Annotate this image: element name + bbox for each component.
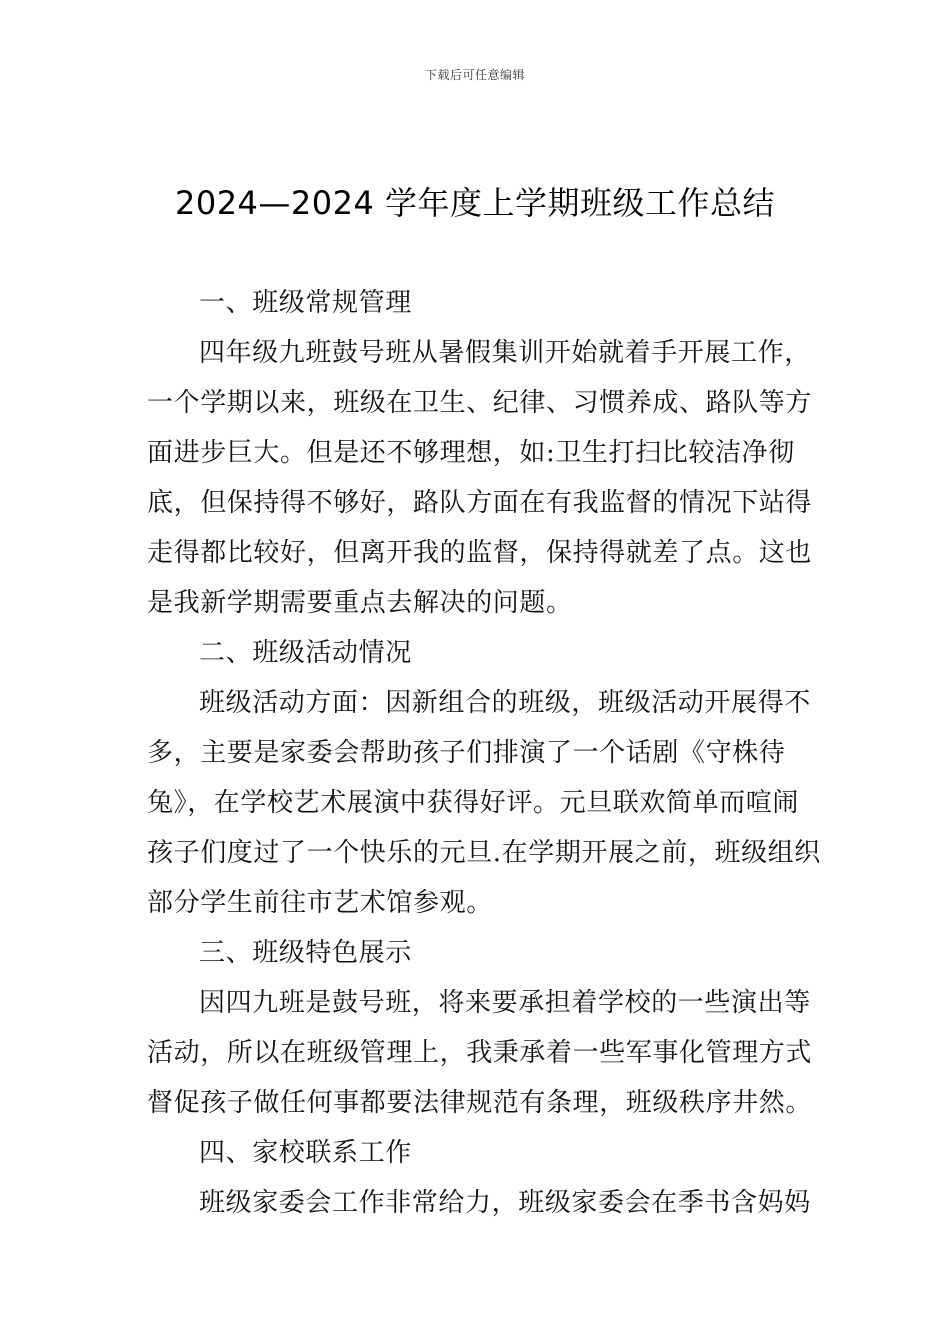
- section-heading-3: 三、班级特色展示: [199, 938, 412, 968]
- section-heading-4: 四、家校联系工作: [199, 1138, 412, 1168]
- section-heading-1: 一、班级常规管理: [199, 288, 412, 318]
- paragraph-class-features: 因四九班是鼓号班，将来要承担着学校的一些演出等活动，所以在班级管理上，我秉承着一些军事化管理方式督促孩子做任何事都要法律规范有条理，班级秩序井然。: [147, 988, 813, 1118]
- paragraph-home-school: 班级家委会工作非常给力，班级家委会在季书含妈妈: [199, 1188, 811, 1218]
- page-header-note: 下载后可任意编辑: [424, 68, 525, 82]
- section-heading-2: 二、班级活动情况: [199, 638, 412, 668]
- document-body: [147, 278, 823, 1228]
- paragraph-routine-management: 四年级九班鼓号班从暑假集训开始就着手开展工作，一个学期以来，班级在卫生、纪律、习惯养成、路队等方面进步巨大。但是还不够理想，如:卫生打扫比较洁净彻底，但保持得不够好，路队方面在有我监督的情况下站得走得都比较好，但离开我的监督，保持得就差了点。这也是我新学期需要重点去解决的问题。: [147, 338, 813, 618]
- document-title: 2024—2024 学年度上学期班级工作总结: [174, 184, 776, 222]
- paragraph-class-activities: 班级活动方面：因新组合的班级，班级活动开展得不多，主要是家委会帮助孩子们排演了一个话剧《守株待兔》，在学校艺术展演中获得好评。元旦联欢简单而喧闹孩子们度过了一个快乐的元旦.在学期开展之前，班级组织部分学生前往市艺术馆参观。: [147, 688, 821, 918]
